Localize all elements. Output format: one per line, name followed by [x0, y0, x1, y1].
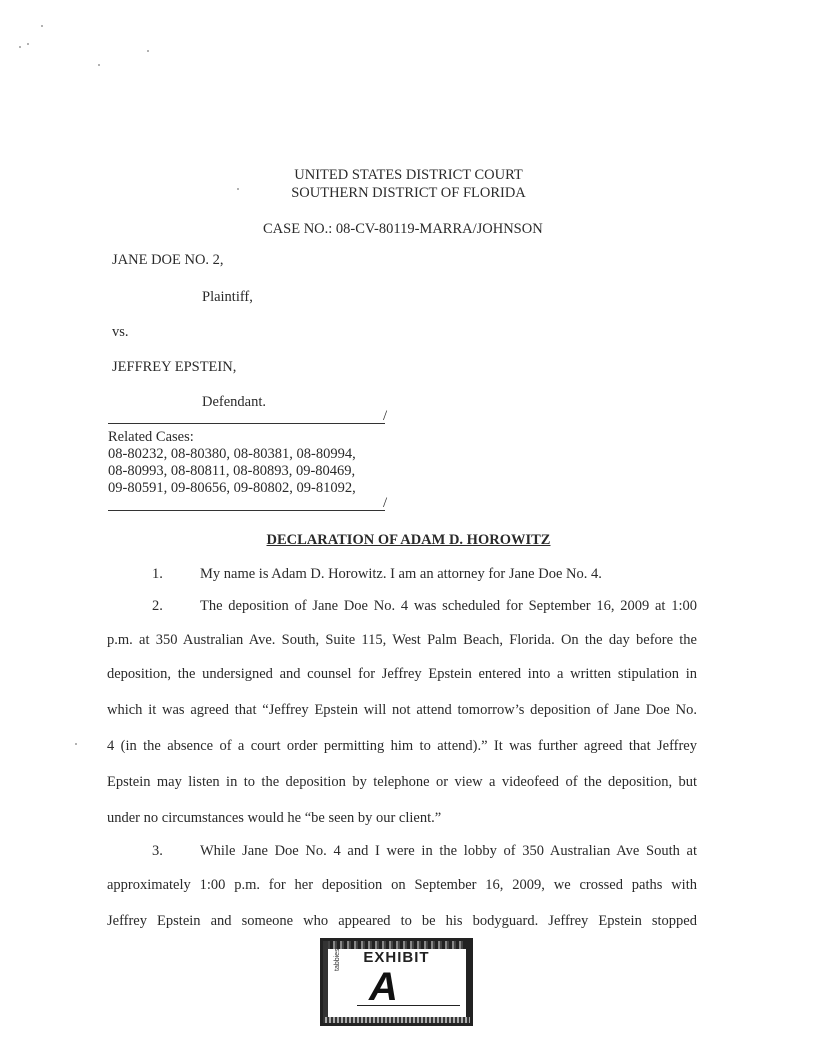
caption-slash-top: /: [383, 408, 388, 424]
scan-speck: [41, 25, 43, 27]
paragraph-line: While Jane Doe No. 4 and I were in the lobby of 350 Australian Ave South at: [200, 843, 697, 859]
related-cases-line: 08-80993, 08-80811, 08-80893, 09-80469,: [108, 463, 356, 479]
paragraph-2-first-line: [200, 597, 697, 628]
court-name: UNITED STATES DISTRICT COURT: [294, 167, 523, 183]
plaintiff-role: Plaintiff,: [202, 289, 253, 305]
paragraph-line: Epstein may listen in to the deposition by telephone or view a videofeed of the deposition, but: [107, 774, 697, 790]
paragraph-line: Jeffrey Epstein and someone who appeared to be his bodyguard. Jeffrey Epstein stopped: [107, 913, 697, 929]
scan-speck: [147, 50, 149, 52]
stamp-rule: [357, 1005, 460, 1006]
paragraph-number: 1.: [152, 566, 163, 582]
plaintiff-name: JANE DOE NO. 2,: [112, 252, 224, 268]
court-district: SOUTHERN DISTRICT OF FLORIDA: [291, 185, 526, 201]
paragraph-line: 4 (in the absence of a court order permitting him to attend).” It was further agreed that Jeffrey: [107, 738, 697, 754]
paragraph-line: The deposition of Jane Doe No. 4 was scheduled for September 16, 2009 at 1:00: [200, 598, 697, 614]
document-title: DECLARATION OF ADAM D. HOROWITZ: [266, 532, 551, 548]
paragraph-2-body: [107, 631, 697, 840]
related-cases-label: Related Cases:: [108, 429, 194, 445]
caption-rule-top: [108, 423, 385, 424]
paragraph-1-text: My name is Adam D. Horowitz. I am an attorney for Jane Doe No. 4.: [200, 566, 602, 582]
paragraph-3-body: [107, 876, 697, 943]
stamp-title: EXHIBIT: [363, 949, 430, 966]
stamp-side-text: tabbies: [334, 948, 341, 971]
defendant-name: JEFFREY EPSTEIN,: [112, 359, 237, 375]
stamp-letter: A: [369, 965, 398, 1009]
stamp-border-top: [323, 941, 470, 949]
case-number: CASE NO.: 08-CV-80119-MARRA/JOHNSON: [263, 221, 543, 237]
related-cases-line: 08-80232, 08-80380, 08-80381, 08-80994,: [108, 446, 356, 462]
versus: vs.: [112, 324, 129, 340]
scan-speck: [27, 43, 29, 45]
scan-speck: [98, 64, 100, 66]
paragraph-line: under no circumstances would he “be seen by our client.”: [107, 810, 442, 826]
paragraph-3-first-line: [200, 842, 697, 873]
paragraph-number: 2.: [152, 598, 163, 614]
scan-speck: [19, 46, 21, 48]
caption-rule-bottom: [108, 510, 385, 511]
stamp-border-bottom: [323, 1017, 470, 1023]
caption-slash-bottom: /: [383, 495, 388, 511]
exhibit-stamp: [320, 938, 473, 1026]
related-cases-line: 09-80591, 09-80656, 09-80802, 09-81092,: [108, 480, 356, 496]
scan-speck: [75, 743, 77, 745]
paragraph-line: p.m. at 350 Australian Ave. South, Suite 115, West Palm Beach, Florida. On the day before the: [107, 632, 697, 648]
paragraph-line: approximately 1:00 p.m. for her deposition on September 16, 2009, we crossed paths with: [107, 877, 697, 893]
paragraph-number: 3.: [152, 843, 163, 859]
paragraph-line: which it was agreed that “Jeffrey Epstein will not attend tomorrow’s deposition of Jane Doe No.: [107, 702, 697, 718]
paragraph-line: deposition, the undersigned and counsel for Jeffrey Epstein entered into a written stipulation in: [107, 666, 697, 682]
defendant-role: Defendant.: [202, 394, 267, 410]
